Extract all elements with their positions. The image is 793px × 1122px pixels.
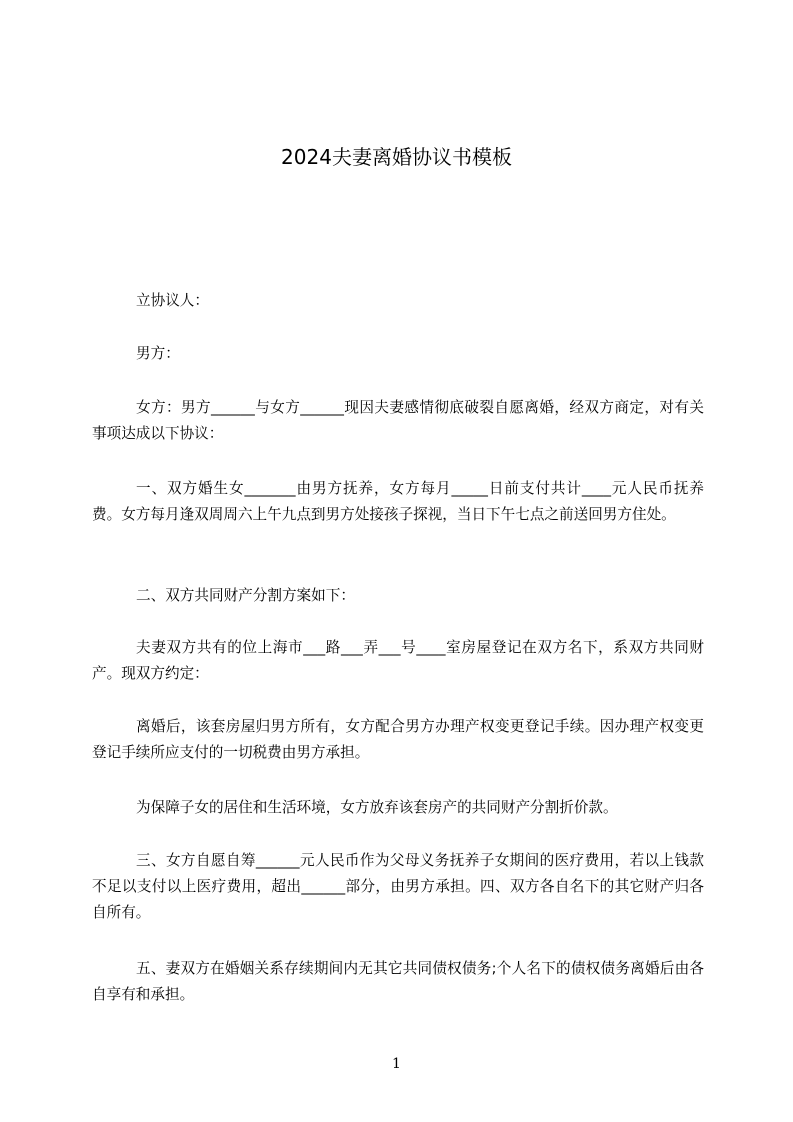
paragraph-child-custody: 一、双方婚生女_______由男方抚养，女方每月_____日前支付共计____元人民币抚养费。女方每月逢双周周六上午九点到男方处接孩子探视，当日下午七点之前送回男方住处。 xyxy=(92,480,704,523)
page-number: 1 xyxy=(392,1056,401,1072)
paragraph-medical-costs: 三、女方自愿自筹______元人民币作为父母义务抚养子女期间的医疗费用，若以上钱款不足以支付以上医疗费用，超出______部分，由男方承担。四、双方各自名下的其它财产归各自所有。 xyxy=(92,852,704,921)
paragraph-parties: 立协议人： xyxy=(136,292,209,309)
paragraph-debts: 五、妻双方在婚姻关系存续期间内无其它共同债权债务;个人名下的债权债务离婚后由各自享有和承担。 xyxy=(92,960,704,1003)
paragraph-property-heading: 二、双方共同财产分割方案如下： xyxy=(136,587,355,604)
document-title: 2024夫妻离婚协议书模板 xyxy=(281,145,512,169)
paragraph-house-ownership: 离婚后，该套房屋归男方所有，女方配合男方办理产权变更登记手续。因办理产权变更登记手续所应支付的一切税费由男方承担。 xyxy=(92,718,704,761)
paragraph-female-party: 女方：男方______与女方______现因夫妻感情彻底破裂自愿离婚，经双方商定，对有关事项达成以下协议： xyxy=(92,399,704,442)
paragraph-waiver: 为保障子女的居住和生活环境，女方放弃该套房产的共同财产分割折价款。 xyxy=(136,799,618,816)
paragraph-shared-house: 夫妻双方共有的位上海市___路___弄___号____室房屋登记在双方名下，系双方共同财产。现双方约定： xyxy=(92,639,704,682)
paragraph-male-party: 男方： xyxy=(136,345,180,362)
